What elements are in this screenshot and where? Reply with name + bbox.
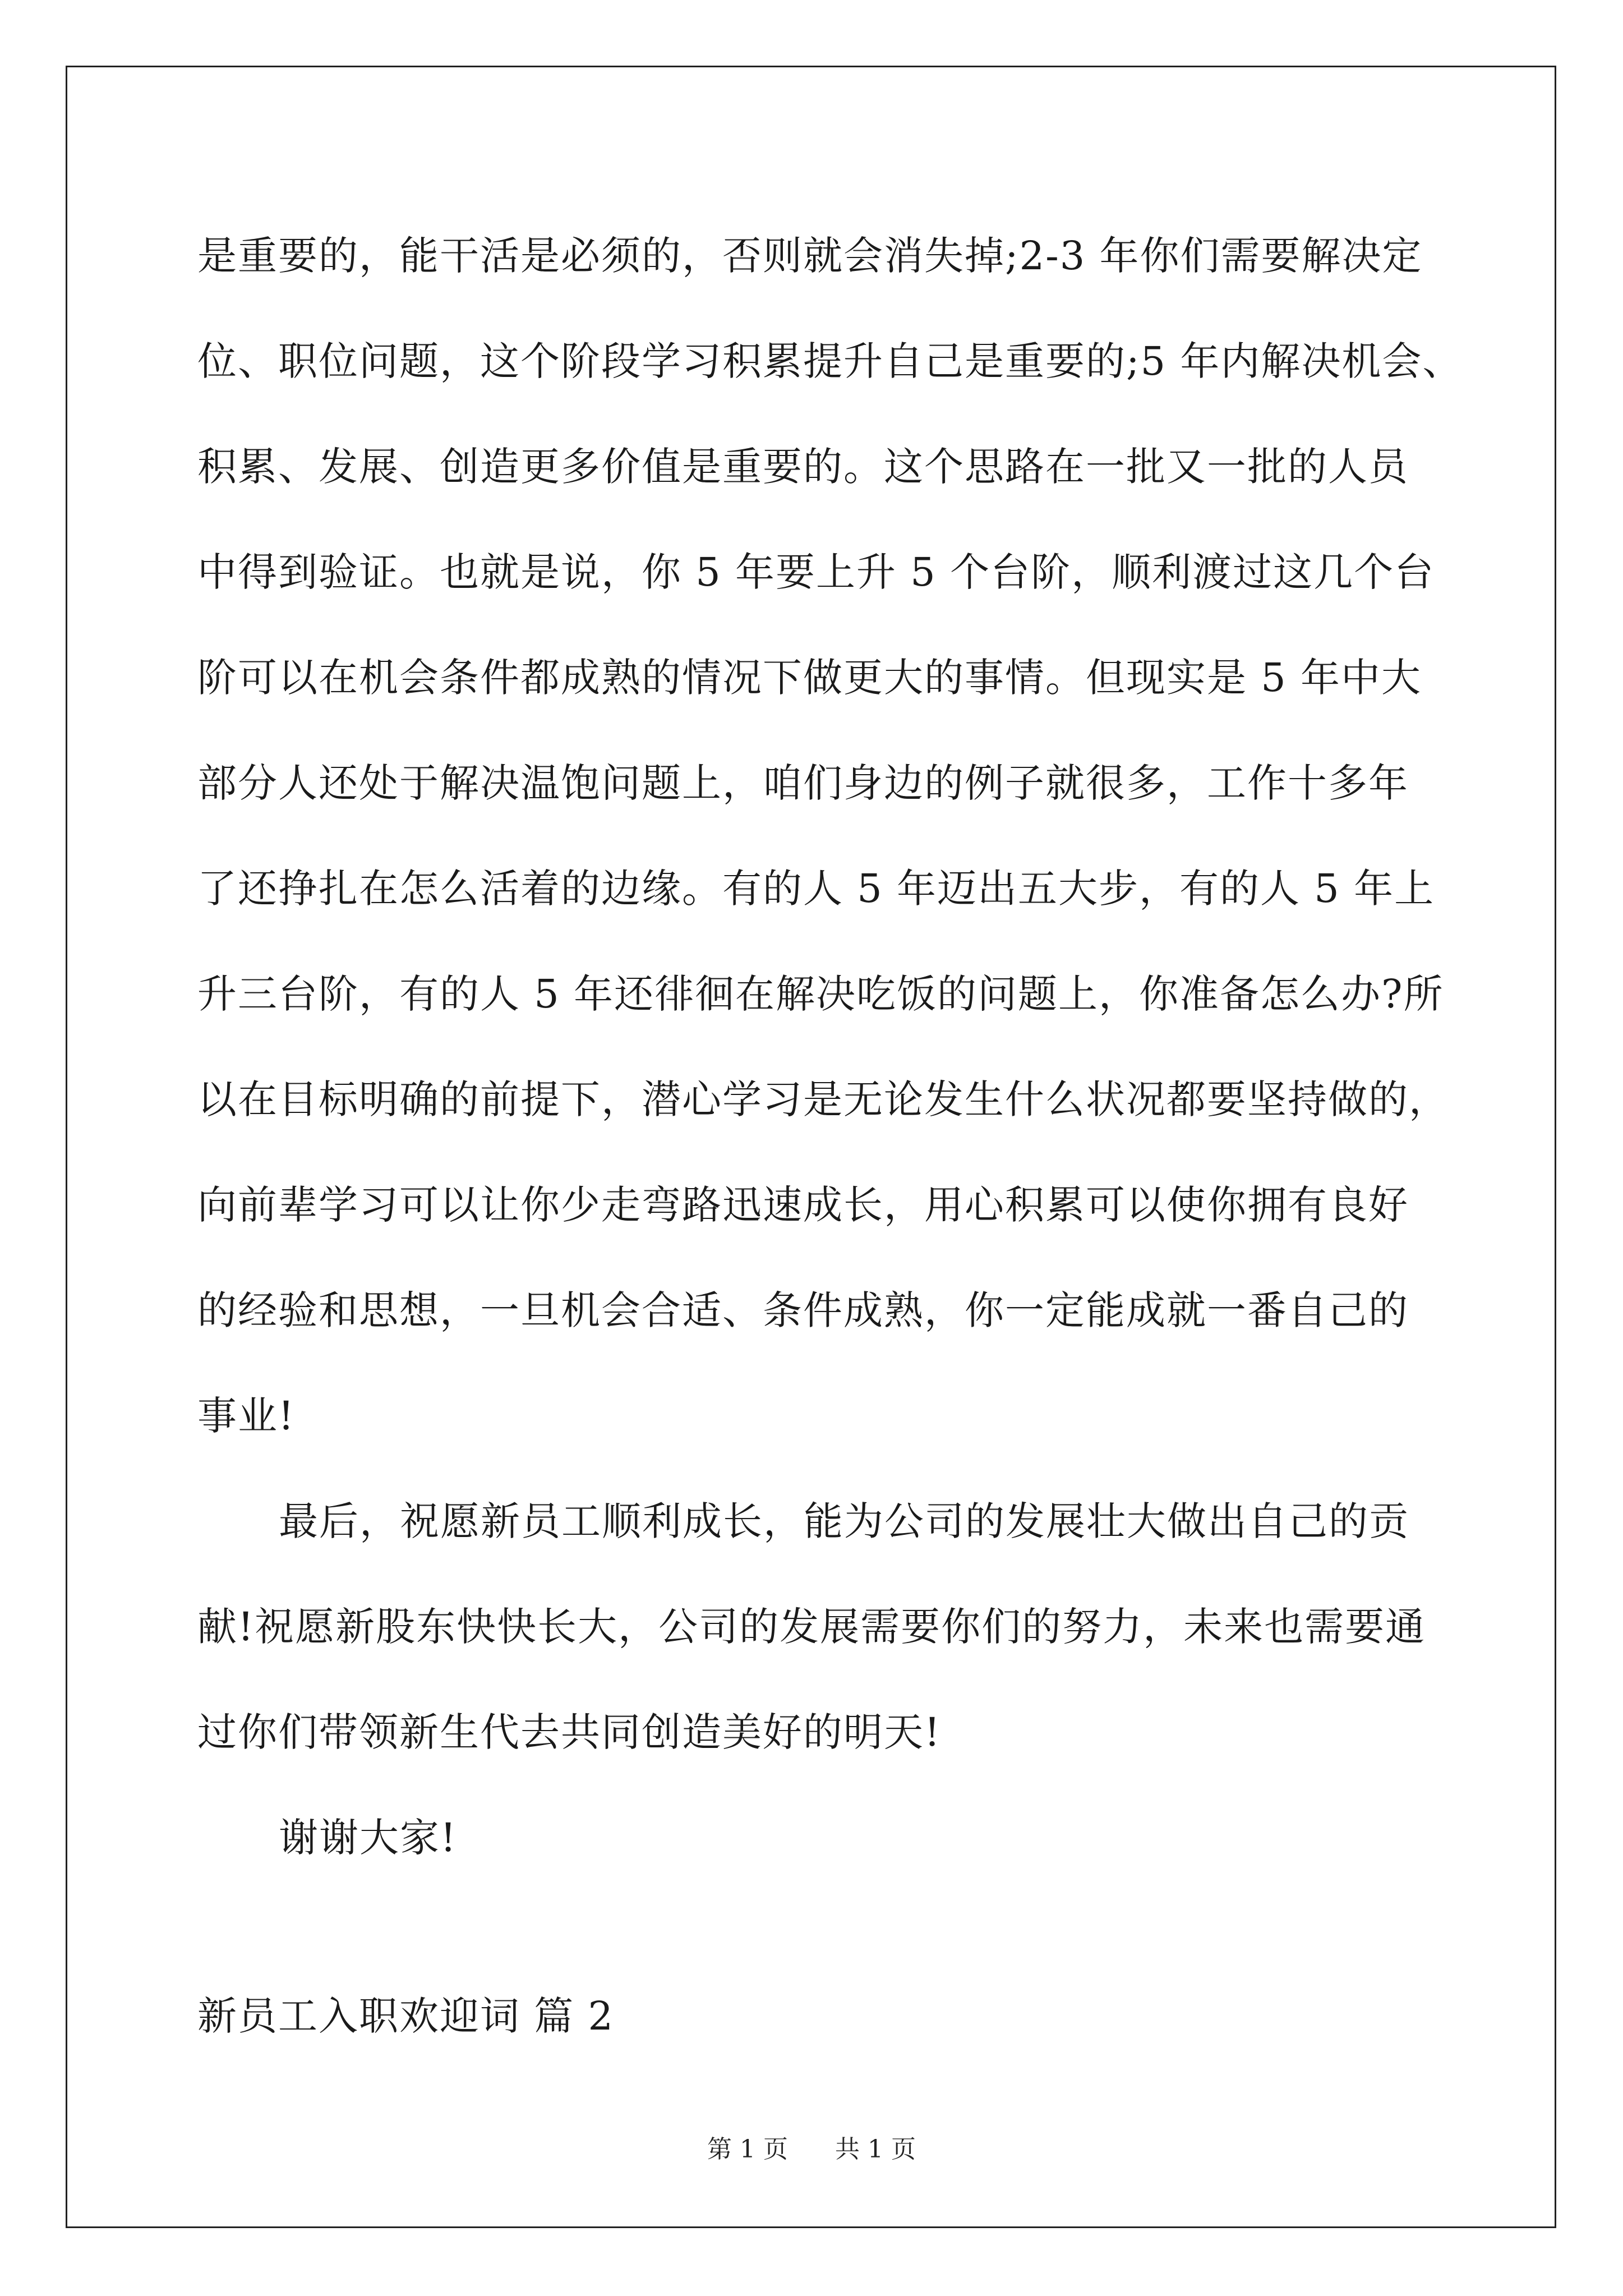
- text-line: 最后，祝愿新员工顺利成长，能为公司的发展壮大做出自己的贡: [279, 1498, 1409, 1544]
- paragraph-1: [197, 203, 1463, 1469]
- document-body: [197, 203, 1463, 1890]
- text-line: 过你们带领新生代去共同创造美好的明天!: [197, 1709, 942, 1755]
- text-line: 了还挣扎在怎么活着的边缘。有的人 5 年迈出五大步，有的人 5 年上: [197, 866, 1435, 912]
- text-line: 升三台阶，有的人 5 年还徘徊在解决吃饭的问题上，你准备怎么办?所: [197, 971, 1444, 1017]
- page-total: 共 1 页: [835, 2135, 916, 2164]
- page-footer: [0, 2133, 1623, 2166]
- text-line: 阶可以在机会条件都成熟的情况下做更大的事情。但现实是 5 年中大: [197, 655, 1422, 701]
- text-line: 献!祝愿新股东快快长大，公司的发展需要你们的努力，未来也需要通: [197, 1604, 1426, 1650]
- closing-line: 谢谢大家!: [279, 1815, 458, 1861]
- text-line: 以在目标明确的前提下，潜心学习是无论发生什么状况都要坚持做的，: [197, 1076, 1449, 1122]
- text-line: 部分人还处于解决温饱问题上，咱们身边的例子就很多，工作十多年: [197, 760, 1409, 806]
- text-line: 是重要的，能干活是必须的，否则就会消失掉;2-3 年你们需要解决定: [197, 233, 1423, 279]
- paragraph-2: [197, 1469, 1431, 1785]
- section-heading: 新员工入职欢迎词 篇 2: [197, 1993, 615, 2039]
- text-line: 向前辈学习可以让你少走弯路迅速成长，用心积累可以使你拥有良好: [197, 1182, 1409, 1228]
- text-line: 事业!: [197, 1393, 296, 1439]
- page-number: 第 1 页: [707, 2135, 788, 2164]
- text-line: 位、职位问题，这个阶段学习积累提升自己是重要的;5 年内解决机会、: [197, 338, 1463, 384]
- text-line: 中得到验证。也就是说，你 5 年要上升 5 个台阶，顺利渡过这几个台: [197, 549, 1435, 595]
- text-line: 积累、发展、创造更多价值是重要的。这个思路在一批又一批的人员: [197, 444, 1409, 490]
- text-line: 的经验和思想，一旦机会合适、条件成熟，你一定能成就一番自己的: [197, 1287, 1409, 1333]
